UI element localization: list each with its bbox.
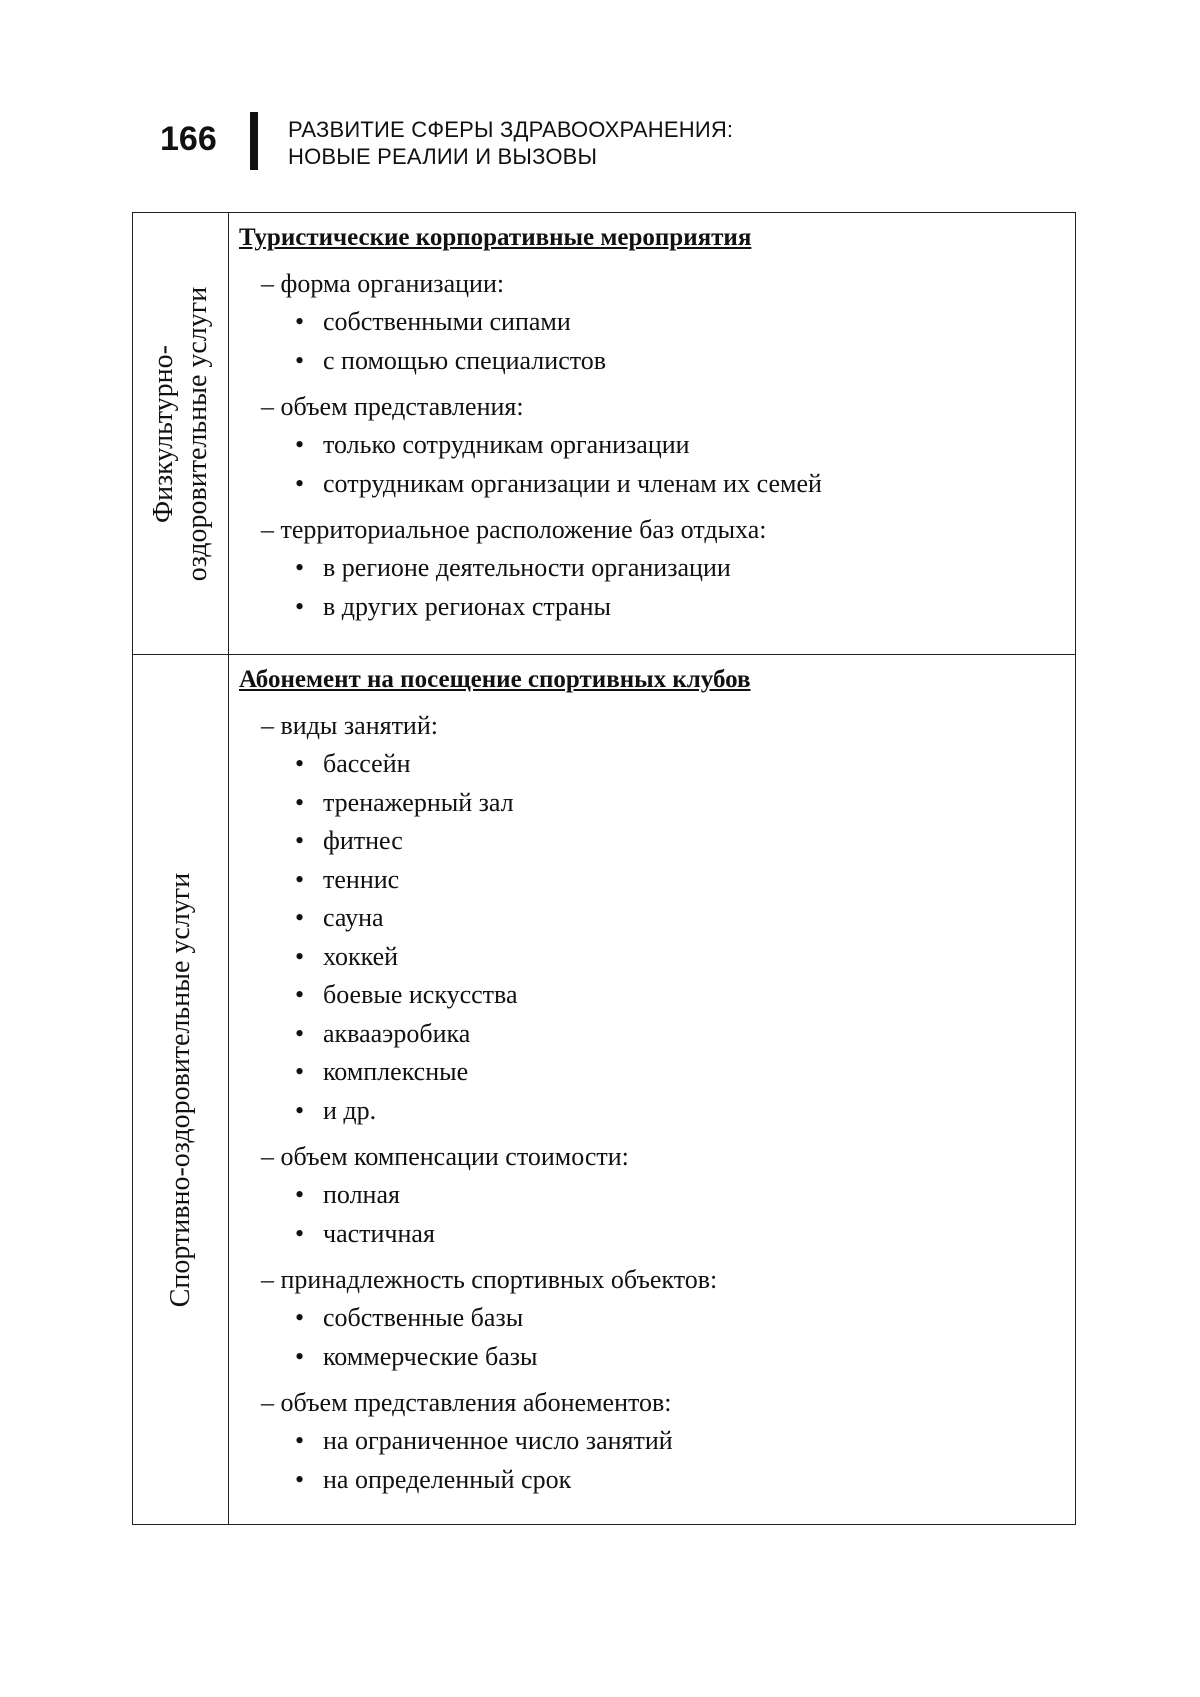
table-row xyxy=(133,213,1075,654)
running-title-line-1: РАЗВИТИЕ СФЕРЫ ЗДРАВООХРАНЕНИЯ: xyxy=(288,117,734,142)
row-category-line-2: оздоровительные услуги xyxy=(181,286,213,581)
section-title: Туристические корпоративные мероприятия xyxy=(239,224,752,251)
row-category-line-1: Спортивно-оздоровительные услуги xyxy=(164,872,196,1307)
criteria-label: – объем представления абонементов: xyxy=(261,1388,672,1417)
list-item: • теннис xyxy=(261,861,1075,900)
list-item: • на ограниченное число занятий xyxy=(261,1422,1075,1461)
criteria-label: – территориальное расположение баз отдыха: xyxy=(261,515,767,544)
running-title-line-2: НОВЫЕ РЕАЛИИ И ВЫЗОВЫ xyxy=(288,144,598,169)
list-item: • только сотрудникам организации xyxy=(261,426,1075,465)
criteria-group xyxy=(261,707,1075,1130)
criteria-label: – объем представления: xyxy=(261,392,524,421)
list-item: • собственные базы xyxy=(261,1299,1075,1338)
list-item: • сауна xyxy=(261,899,1075,938)
row-category-line-1: Физкультурно- xyxy=(147,344,179,523)
criteria-label: – принадлежность спортивных объектов: xyxy=(261,1265,718,1294)
list-item: • коммерческие базы xyxy=(261,1338,1075,1377)
criteria-group xyxy=(261,511,1075,626)
list-item: • сотрудникам организации и членам их семей xyxy=(261,465,1075,504)
list-item: • боевые искусства xyxy=(261,976,1075,1015)
list-item: • комплексные xyxy=(261,1053,1075,1092)
section-title: Абонемент на посещение спортивных клубов xyxy=(239,666,751,693)
list-item: • в регионе деятельности организации xyxy=(261,549,1075,588)
services-table xyxy=(132,212,1076,1525)
row-category-label xyxy=(147,286,215,581)
criteria-label: – виды занятий: xyxy=(261,711,438,740)
row-category-label xyxy=(164,872,198,1307)
criteria-group xyxy=(261,1138,1075,1253)
row-category-cell xyxy=(133,655,229,1524)
criteria-group xyxy=(261,388,1075,503)
criteria-label: – объем компенсации стоимости: xyxy=(261,1142,629,1171)
criteria-group xyxy=(261,1384,1075,1499)
list-item: • аквааэробика xyxy=(261,1015,1075,1054)
table-row xyxy=(133,654,1075,1524)
list-item: • частичная xyxy=(261,1215,1075,1254)
list-item: • тренажерный зал xyxy=(261,784,1075,823)
header-divider-bar xyxy=(250,112,258,170)
list-item: • и др. xyxy=(261,1092,1075,1131)
list-item: • с помощью специалистов xyxy=(261,342,1075,381)
running-title xyxy=(288,116,733,170)
list-item: • бассейн xyxy=(261,745,1075,784)
criteria-group xyxy=(261,265,1075,380)
criteria-group xyxy=(261,1261,1075,1376)
criteria-label: – форма организации: xyxy=(261,269,505,298)
page-number: 166 xyxy=(160,120,217,158)
list-item: • фитнес xyxy=(261,822,1075,861)
running-header xyxy=(160,108,1060,178)
list-item: • собственными сипами xyxy=(261,303,1075,342)
row-category-cell xyxy=(133,213,229,654)
row-content-cell xyxy=(229,655,1075,1524)
row-content-cell xyxy=(229,213,1075,654)
list-item: • в других регионах страны xyxy=(261,588,1075,627)
list-item: • полная xyxy=(261,1176,1075,1215)
list-item: • хоккей xyxy=(261,938,1075,977)
list-item: • на определенный срок xyxy=(261,1461,1075,1500)
